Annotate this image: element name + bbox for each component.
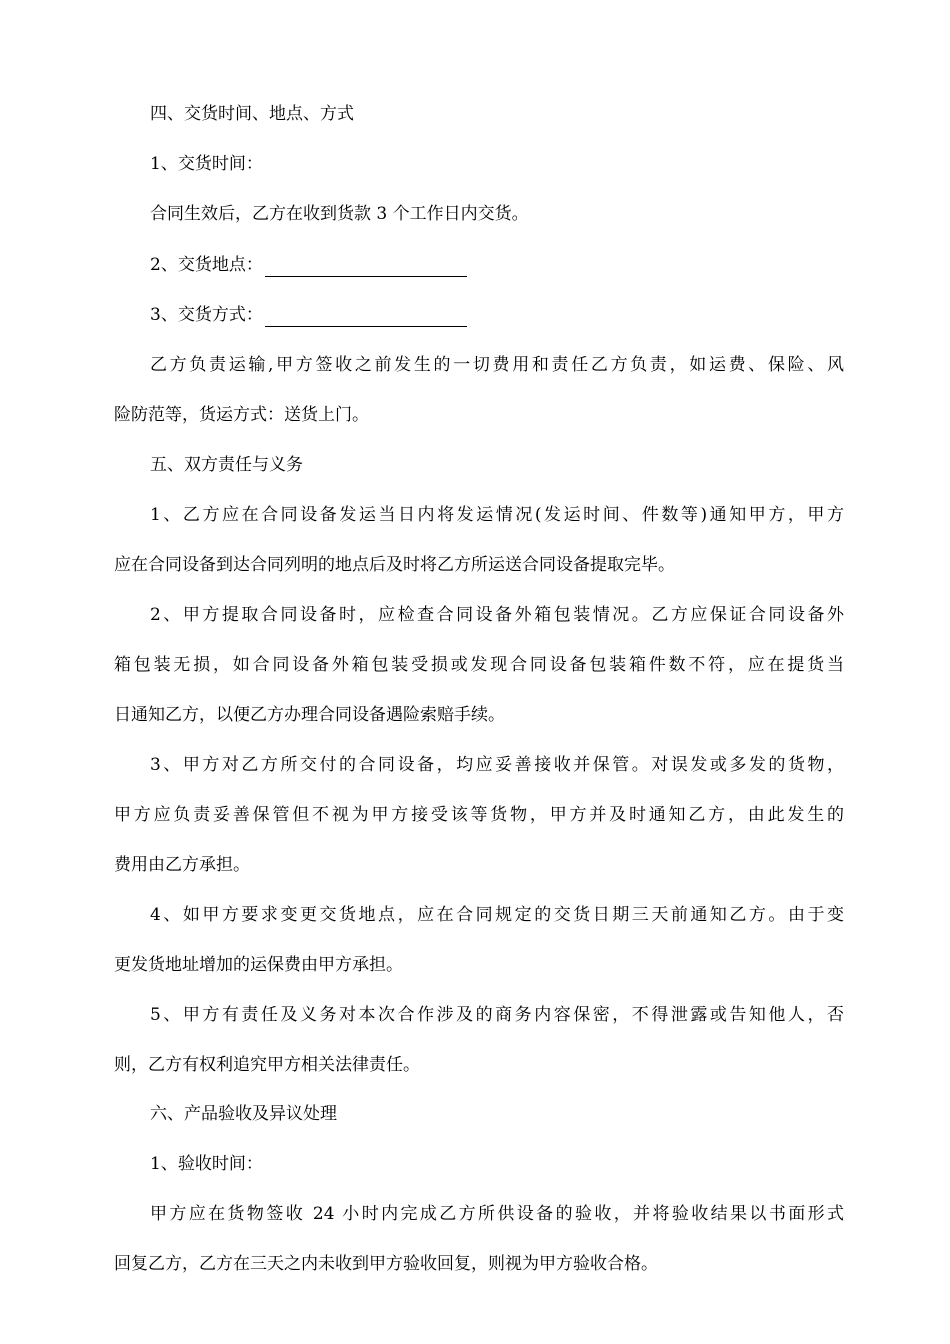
duty-3-line-2: 甲方应负责妥善保管但不视为甲方接受该等货物，甲方并及时通知乙方，由此发生的 (114, 805, 844, 825)
delivery-method-label: 3、交货方式： (150, 305, 263, 325)
duty-1-line-2: 应在合同设备到达合同列明的地点后及时将乙方所运送合同设备提取完毕。 (114, 555, 675, 575)
duty-2-line-1: 2、甲方提取合同设备时，应检查合同设备外箱包装情况。乙方应保证合同设备外 (150, 605, 844, 625)
duty-3-line-3: 费用由乙方承担。 (114, 855, 250, 875)
section-5-heading: 五、双方责任与义务 (150, 455, 303, 475)
duty-5-line-1: 5、甲方有责任及义务对本次合作涉及的商务内容保密，不得泄露或告知他人，否 (150, 1005, 844, 1025)
transport-para-line-1: 乙方负责运输,甲方签收之前发生的一切费用和责任乙方负责，如运费、保险、风 (150, 355, 844, 375)
section-6-heading: 六、产品验收及异议处理 (150, 1104, 337, 1124)
delivery-method-blank (265, 308, 467, 327)
delivery-time-text: 合同生效后，乙方在收到货款 3 个工作日内交货。 (150, 204, 529, 224)
delivery-method-row (150, 303, 844, 327)
duty-2-line-2: 箱包装无损，如合同设备外箱包装受损或发现合同设备包装箱件数不符，应在提货当 (114, 655, 844, 675)
duty-3-line-1: 3、甲方对乙方所交付的合同设备，均应妥善接收并保管。对误发或多发的货物， (150, 755, 844, 775)
delivery-location-row (150, 253, 844, 277)
inspection-time-label: 1、验收时间： (150, 1154, 263, 1174)
duty-2-line-3: 日通知乙方，以便乙方办理合同设备遇险索赔手续。 (114, 705, 505, 725)
delivery-location-label: 2、交货地点： (150, 255, 263, 275)
inspection-para-line-2: 回复乙方，乙方在三天之内未收到甲方验收回复，则视为甲方验收合格。 (114, 1254, 658, 1274)
transport-para-line-2: 险防范等，货运方式：送货上门。 (114, 405, 369, 425)
duty-4-line-1: 4、如甲方要求变更交货地点，应在合同规定的交货日期三天前通知乙方。由于变 (150, 905, 844, 925)
inspection-para-line-1: 甲方应在货物签收 24 小时内完成乙方所供设备的验收，并将验收结果以书面形式 (150, 1204, 844, 1224)
duty-1-line-1: 1、乙方应在合同设备发运当日内将发运情况(发运时间、件数等)通知甲方，甲方 (150, 505, 844, 525)
delivery-location-blank (265, 258, 467, 277)
duty-5-line-2: 则，乙方有权利追究甲方相关法律责任。 (114, 1055, 420, 1075)
delivery-time-label: 1、交货时间： (150, 154, 263, 174)
duty-4-line-2: 更发货地址增加的运保费由甲方承担。 (114, 955, 403, 975)
section-4-heading: 四、交货时间、地点、方式 (150, 104, 354, 124)
